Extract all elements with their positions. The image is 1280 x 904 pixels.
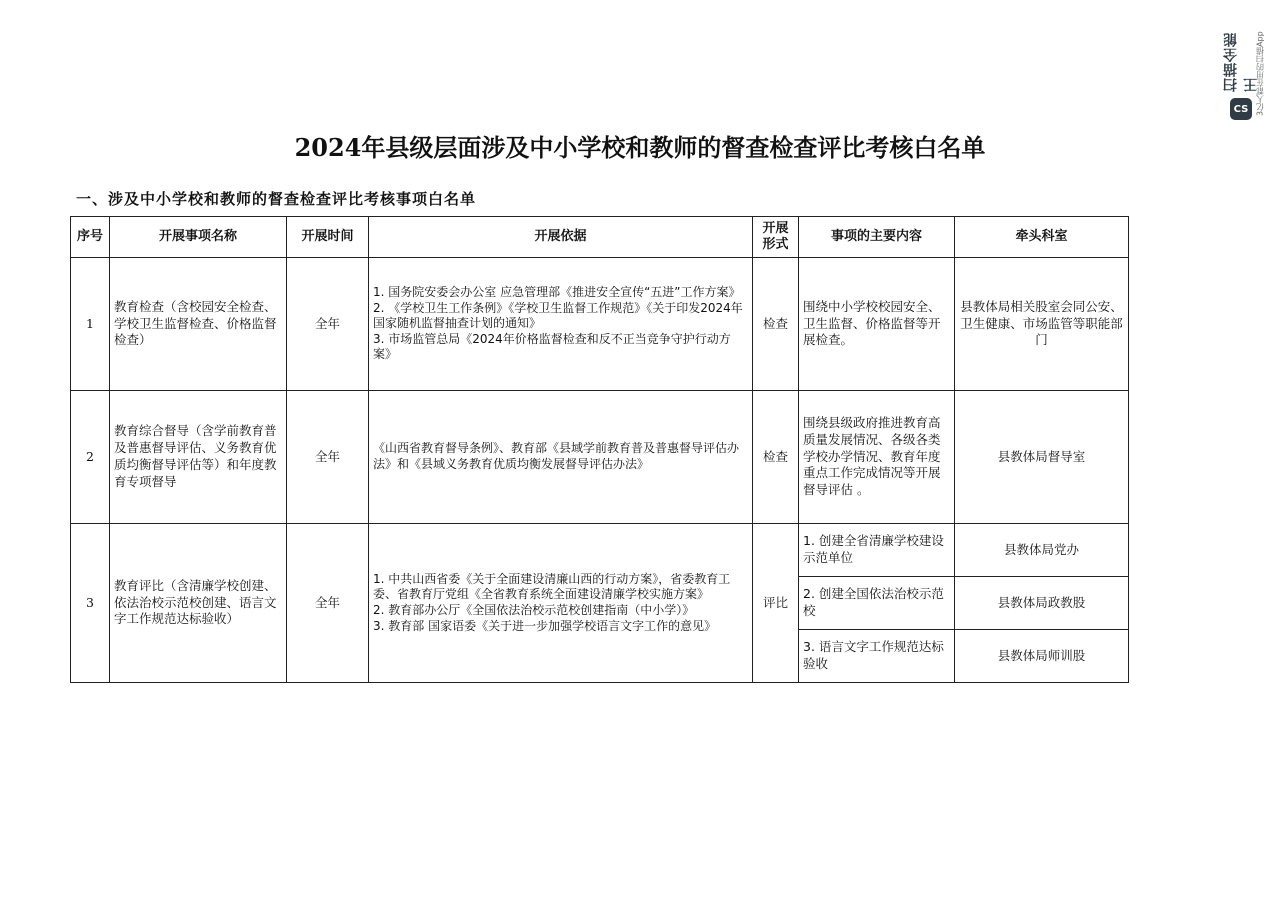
header-dept: 牵头科室	[955, 217, 1129, 258]
basis-item: 3. 教育部 国家语委《关于进一步加强学校语言文字工作的意见》	[373, 618, 717, 633]
row-basis	[369, 524, 753, 683]
watermark-slogan: 3亿人都在用的扫描App	[1255, 31, 1265, 117]
sub-content: 2. 创建全国依法治校示范校	[799, 577, 955, 630]
section-heading: 一、涉及中小学校和教师的督查检查评比考核事项白名单	[76, 190, 477, 208]
row-time: 全年	[287, 524, 369, 683]
scanner-watermark	[1223, 14, 1270, 134]
row-no: 1	[71, 258, 110, 391]
watermark-logo-icon: CS	[1230, 98, 1252, 120]
basis-item: 3. 市场监管总局《2024年价格监督检查和反不正当竞争守护行动方案》	[373, 331, 731, 362]
header-content: 事项的主要内容	[799, 217, 955, 258]
row-basis	[369, 391, 753, 524]
header-form: 开展形式	[753, 217, 799, 258]
table-row	[71, 391, 1129, 524]
header-time: 开展时间	[287, 217, 369, 258]
row-dept: 县教体局相关股室会同公安、卫生健康、市场监管等职能部门	[955, 258, 1129, 391]
basis-item: 1. 国务院安委会办公室 应急管理部《推进安全宣传“五进”工作方案》	[373, 285, 741, 300]
basis-item: 2. 教育部办公厅《全国依法治校示范校创建指南（中小学）》	[373, 603, 695, 617]
sub-dept: 县教体局党办	[955, 524, 1129, 577]
header-basis: 开展依据	[369, 217, 753, 258]
sub-content: 1. 创建全省清廉学校建设示范单位	[799, 524, 955, 577]
sub-content: 3. 语言文字工作规范达标验收	[799, 630, 955, 683]
sub-dept: 县教体局师训股	[955, 630, 1129, 683]
row-dept: 县教体局督导室	[955, 391, 1129, 524]
row-time: 全年	[287, 258, 369, 391]
basis-item: 2. 《学校卫生工作条例》《学校卫生监督工作规范》《关于印发2024年国家随机监督抽查计划的通知》	[373, 300, 743, 331]
row-time: 全年	[287, 391, 369, 524]
row-no: 3	[71, 524, 110, 683]
row-content: 围绕中小学校校园安全、卫生监督、价格监督等开展检查。	[799, 258, 955, 391]
row-form: 检查	[753, 391, 799, 524]
basis-item: 《山西省教育督导条例》、教育部《县域学前教育普及普惠督导评估办法》和《县域义务教育优质均衡发展督导评估办法》	[373, 441, 740, 471]
table-header-row	[71, 217, 1129, 258]
row-basis	[369, 258, 753, 391]
table-row	[71, 258, 1129, 391]
sub-dept: 县教体局政教股	[955, 577, 1129, 630]
table-row	[71, 524, 1129, 577]
row-form: 评比	[753, 524, 799, 683]
header-no: 序号	[71, 217, 110, 258]
row-form: 检查	[753, 258, 799, 391]
whitelist-table	[70, 216, 1129, 683]
row-no: 2	[71, 391, 110, 524]
row-name: 教育综合督导（含学前教育普及普惠督导评估、义务教育优质均衡督导评估等）和年度教育专项督导	[110, 391, 287, 524]
row-name: 教育检查（含校园安全检查、学校卫生监督检查、价格监督检查）	[110, 258, 287, 391]
row-content: 围绕县级政府推进教育高质量发展情况、各级各类学校办学情况、教育年度重点工作完成情况等开展督导评估 。	[799, 391, 955, 524]
header-name: 开展事项名称	[110, 217, 287, 258]
page-title: 2024年县级层面涉及中小学校和教师的督查检查评比考核白名单	[294, 133, 986, 162]
basis-item: 1. 中共山西省委《关于全面建设清廉山西的行动方案》，省委教育工委、省教育厅党组《全省教育系统全面建设清廉学校实施方案》	[373, 571, 731, 602]
row-name: 教育评比（含清廉学校创建、依法治校示范校创建、语言文字工作规范达标验收）	[110, 524, 287, 683]
watermark-app-name: 扫描全能王	[1223, 32, 1259, 92]
